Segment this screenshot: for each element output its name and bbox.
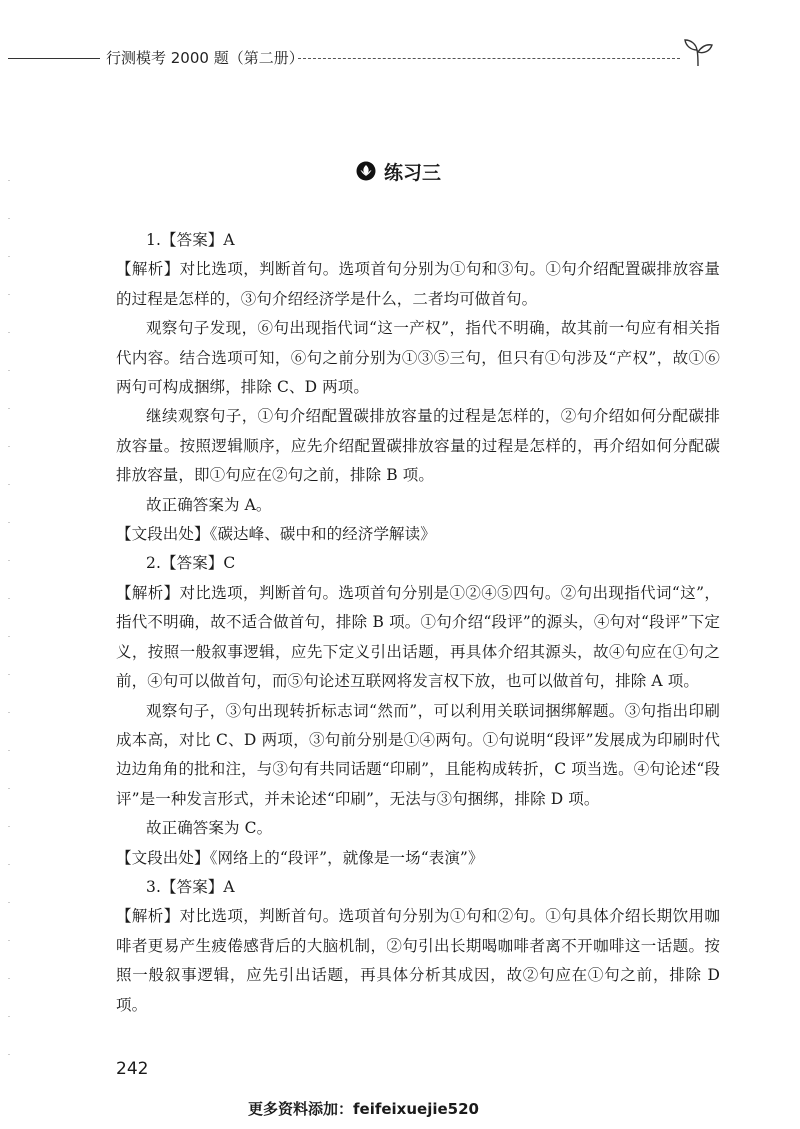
q2-analysis: 【解析】对比选项，判断首句。选项首句分别是①②④⑤四句。②句出现指代词“这”，指代不明确，故不适合做首句，排除 B 项。①句介绍“段评”的源头，④句对“段评”下定义，按照一般叙事逻辑，应先下定义引出话题，再具体介绍其源头，故④句应在①句之前，④句可以做首句，而⑤句论述互联网将发言权下放，也可以做首句，排除 A 项。	[116, 583, 720, 691]
q2-answer-label: 2.【答案】C	[146, 554, 236, 573]
answer-explanations	[116, 226, 720, 1020]
section-title-text: 练习三	[384, 161, 442, 184]
scan-artifact	[8, 180, 10, 1080]
q3-answer-label: 3.【答案】A	[146, 877, 235, 896]
q2-conclusion: 故正确答案为 C。	[146, 819, 273, 838]
q1-conclusion: 故正确答案为 A。	[146, 495, 272, 514]
q1-answer-label: 1.【答案】A	[146, 231, 235, 249]
footer-note: 更多资料添加：feifeixuejie520	[248, 1100, 479, 1118]
section-heading	[356, 158, 441, 184]
running-header	[0, 44, 720, 70]
header-rule-right	[298, 58, 680, 59]
emblem-icon	[356, 161, 376, 181]
q1-paragraph-2: 观察句子发现，⑥句出现指代词“这一产权”，指代不明确，故其前一句应有相关指代内容。结合选项可知，⑥句之前分别为①③⑤三句，但只有①句涉及“产权”，故①⑥两句可构成捆绑，排除 C、D 两项。	[116, 319, 720, 397]
q1-analysis: 【解析】对比选项，判断首句。选项首句分别为①句和③句。①句介绍配置碳排放容量的过程是怎样的，③句介绍经济学是什么，二者均可做首句。	[116, 260, 720, 308]
page-number: 242	[116, 1059, 149, 1079]
q1-source: 【文段出处】《碳达峰、碳中和的经济学解读》	[116, 525, 436, 544]
q2-paragraph-2: 观察句子，③句出现转折标志词“然而”，可以利用关联词捆绑解题。③句指出印刷成本高，对比 C、D 两项，③句前分别是①④两句。①句说明“段评”发展成为印刷时代边边角角的批和注，与③句有共同话题“印刷”，且能构成转折，C 项当选。④句论述“段评”是一种发言形式，并未论述“印刷”，无法与③句捆绑，排除 D 项。	[116, 701, 720, 808]
sprout-icon	[682, 38, 714, 68]
q3-analysis: 【解析】对比选项，判断首句。选项首句分别为①句和②句。①句具体介绍长期饮用咖啡者更易产生疲倦感背后的大脑机制，②句引出长期喝咖啡者离不开咖啡这一话题。按照一般叙事逻辑，应先引出话题，再具体分析其成因，故②句应在①句之前，排除 D 项。	[116, 907, 720, 1014]
header-title: 行测模考 2000 题（第二册）	[106, 49, 304, 67]
header-rule-left	[8, 58, 100, 59]
q2-source: 【文段出处】《网络上的“段评”，就像是一场“表演”》	[116, 848, 484, 867]
q1-paragraph-3: 继续观察句子，①句介绍配置碳排放容量的过程是怎样的，②句介绍如何分配碳排放容量。按照逻辑顺序，应先介绍配置碳排放容量的过程是怎样的，再介绍如何分配碳排放容量，即①句应在②句之前，排除 B 项。	[116, 407, 720, 485]
